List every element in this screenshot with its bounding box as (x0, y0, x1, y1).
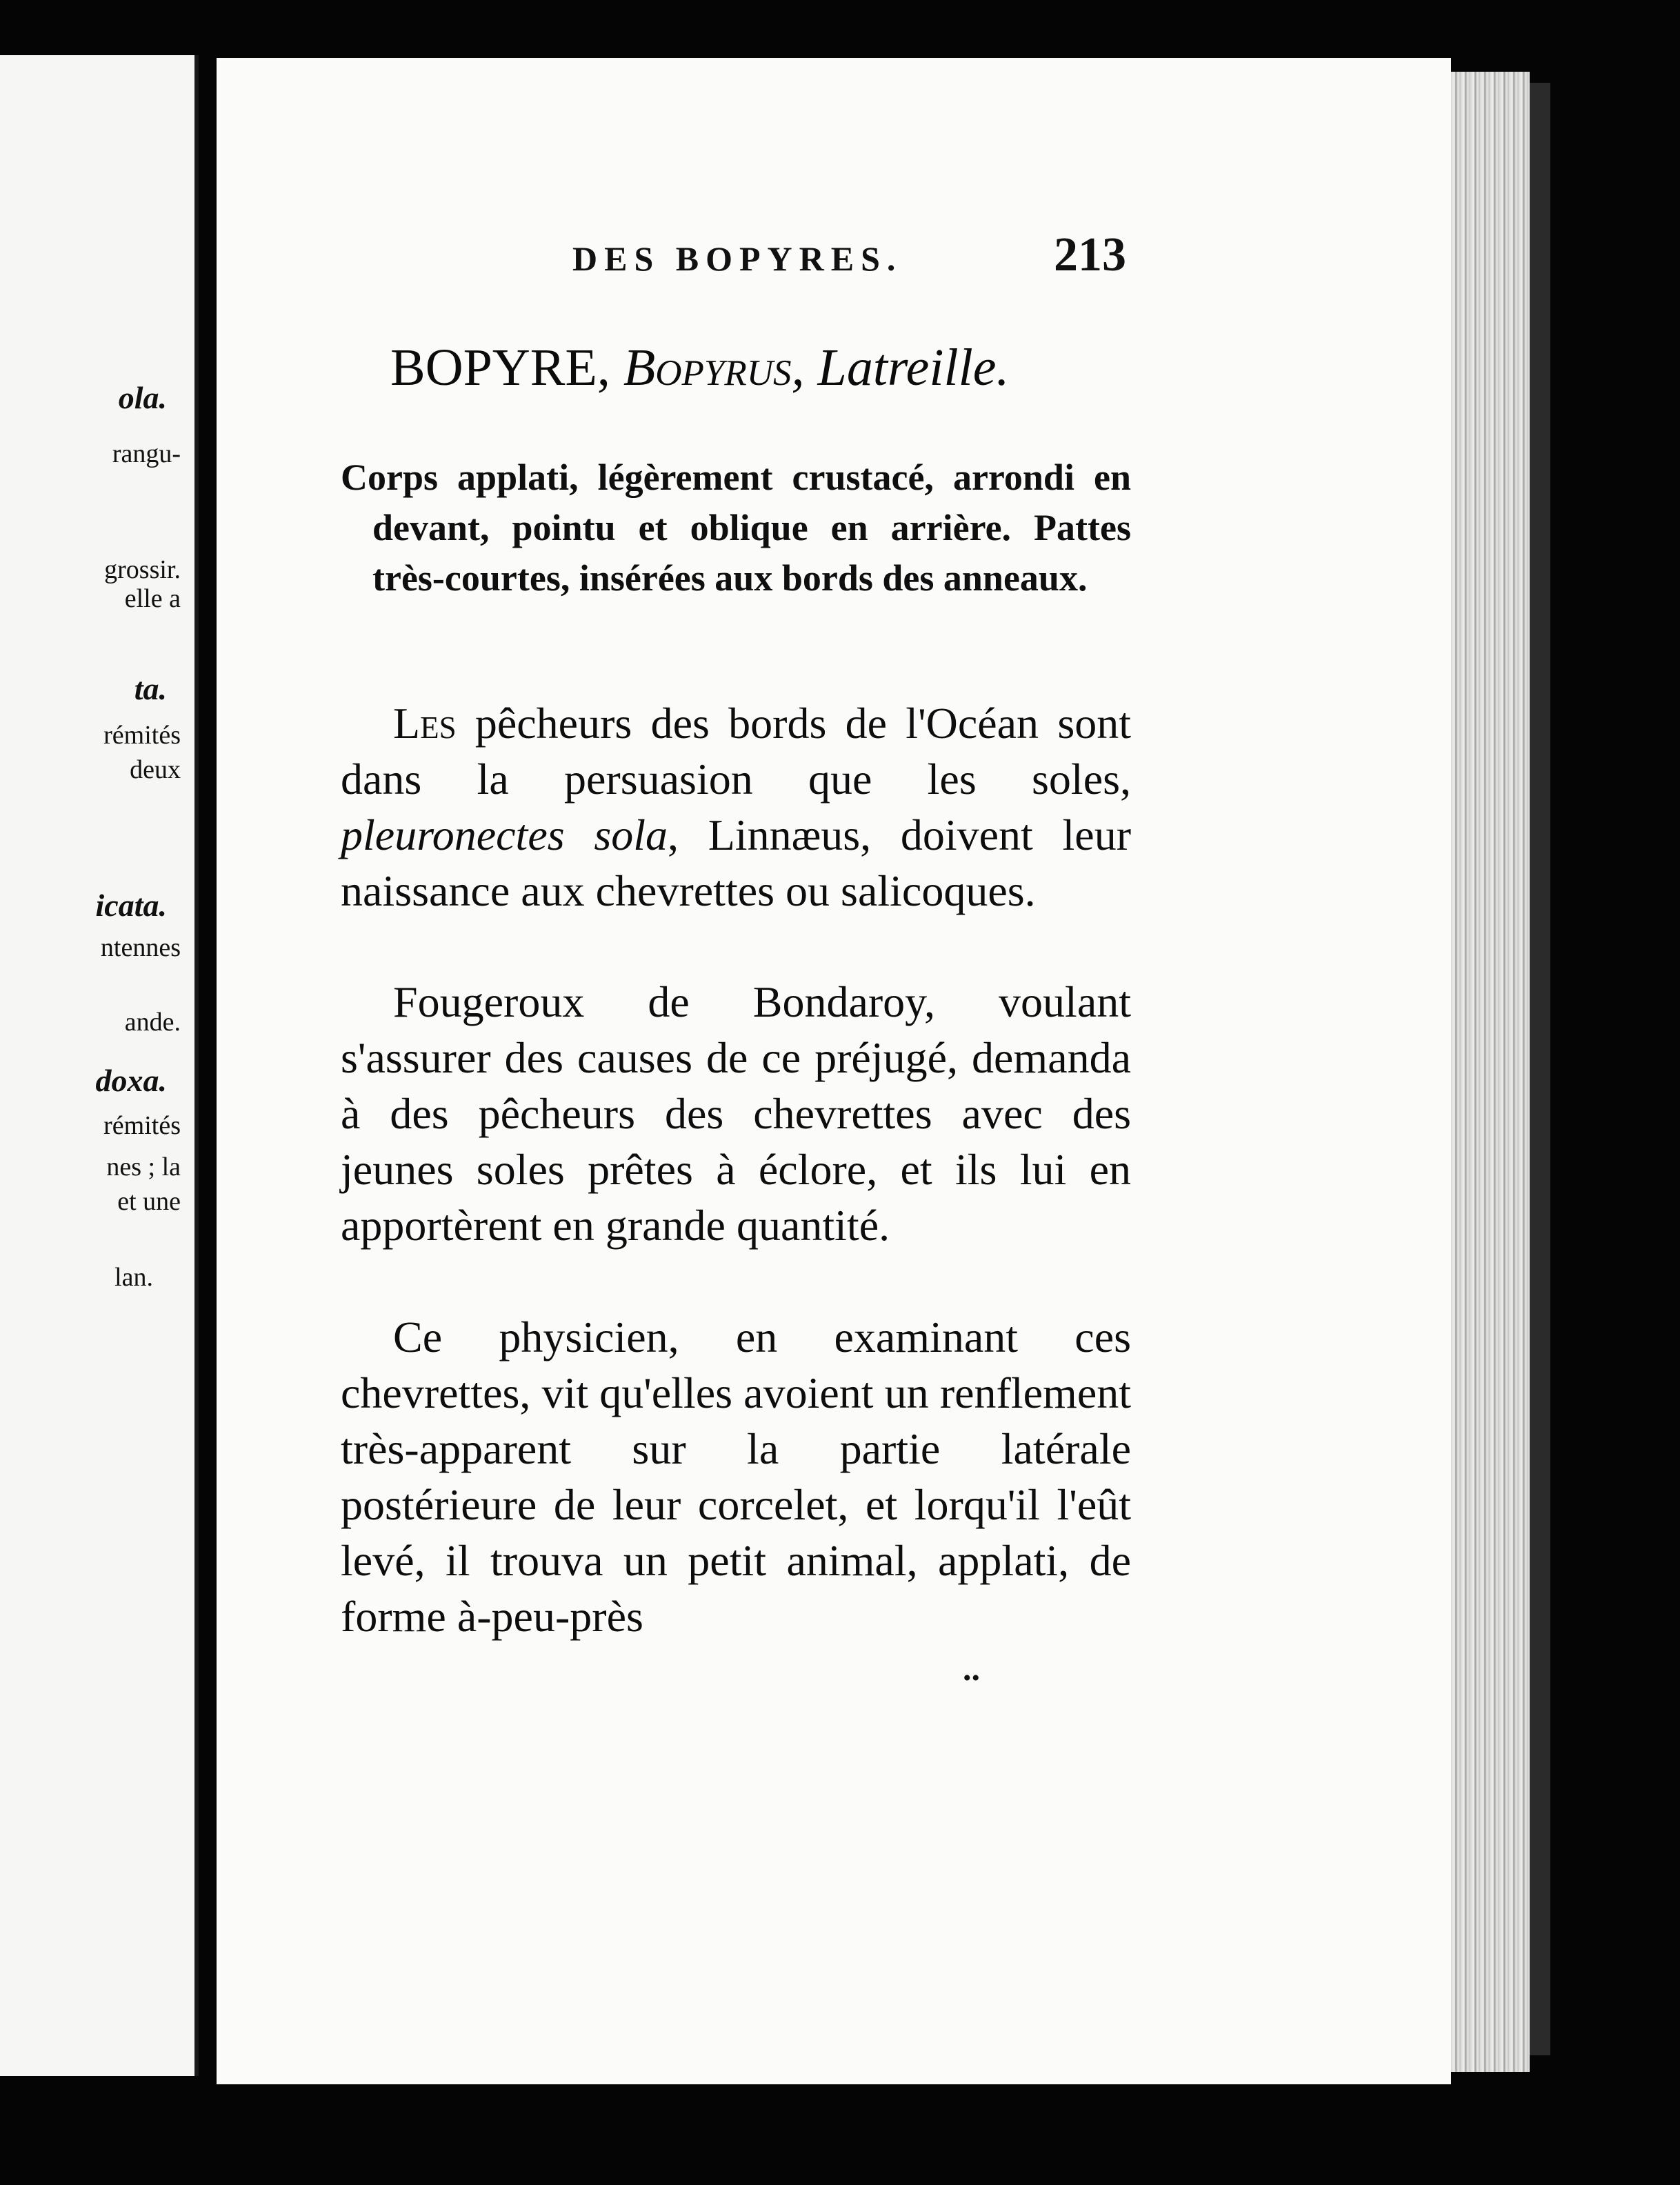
heading-genus: Bopyrus, (623, 339, 805, 397)
diagnosis-paragraph: Corps applati, légèrement crustacé, arrondi en devant, pointu et oblique en arrière. Pattes très-courtes, insérées aux bords des anneaux. (341, 457, 1131, 599)
body-paragraph-3: Ce physicien, en examinant ces chevrettes, vit qu'elles avoient un renflement très-apparent sur la partie latérale postérieure de leur corcelet, et lorqu'il l'eût levé, il trouva un petit animal, applati, de forme à-peu-près (341, 1313, 1131, 1641)
left-page-text-fragment: rémités (103, 1111, 181, 1140)
left-page-text-fragment: rémités (103, 721, 181, 750)
left-page-text-fragment: lan. (114, 1263, 153, 1292)
section-heading (390, 338, 1108, 398)
page-edges (1451, 72, 1530, 2072)
heading-author: Latreille. (817, 339, 1010, 397)
left-page-text-fragment: icata. (95, 888, 167, 923)
left-page-text-fragment: ta. (134, 671, 167, 706)
paragraph-lead-word: Les (393, 699, 457, 748)
left-page-text-fragment: doxa. (95, 1063, 167, 1098)
book-spine (1530, 83, 1550, 2055)
heading-name: BOPYRE, (390, 339, 610, 397)
left-page-text-fragment: ntennes (100, 933, 181, 962)
species-name: pleuronectes sola (341, 810, 668, 859)
left-page-text-fragment: elle a (124, 584, 181, 613)
left-page-text-fragment: deux (130, 755, 181, 784)
body-paragraph-1 (341, 695, 1131, 919)
running-head: DES BOPYRES. (572, 239, 903, 278)
left-page-text-fragment: ola. (118, 380, 167, 415)
left-page-text-fragment: nes ; la (106, 1153, 181, 1181)
left-page-fragment (0, 55, 199, 2076)
page-number: 213 (1054, 228, 1126, 281)
left-page-text-fragment: rangu- (112, 439, 181, 468)
paragraph-text-rest: , Linnæus, doivent leur naissance aux chevrettes ou salicoques. (341, 810, 1131, 915)
left-page-text-fragment: et une (117, 1187, 181, 1216)
body-paragraph-2: Fougeroux de Bondaroy, voulant s'assurer des causes de ce préjugé, demanda à des pêcheurs des chevrettes avec des jeunes soles prêtes à éclore, et ils lui en apportèrent en grande quantité. (341, 977, 1131, 1250)
left-page-text-fragment: grossir. (104, 555, 181, 584)
signature-mark: .. (963, 1649, 980, 1688)
left-page-text-fragment: ande. (124, 1008, 181, 1037)
paragraph-text: pêcheurs des bords de l'Océan sont dans la persuasion que les soles, (341, 699, 1131, 804)
